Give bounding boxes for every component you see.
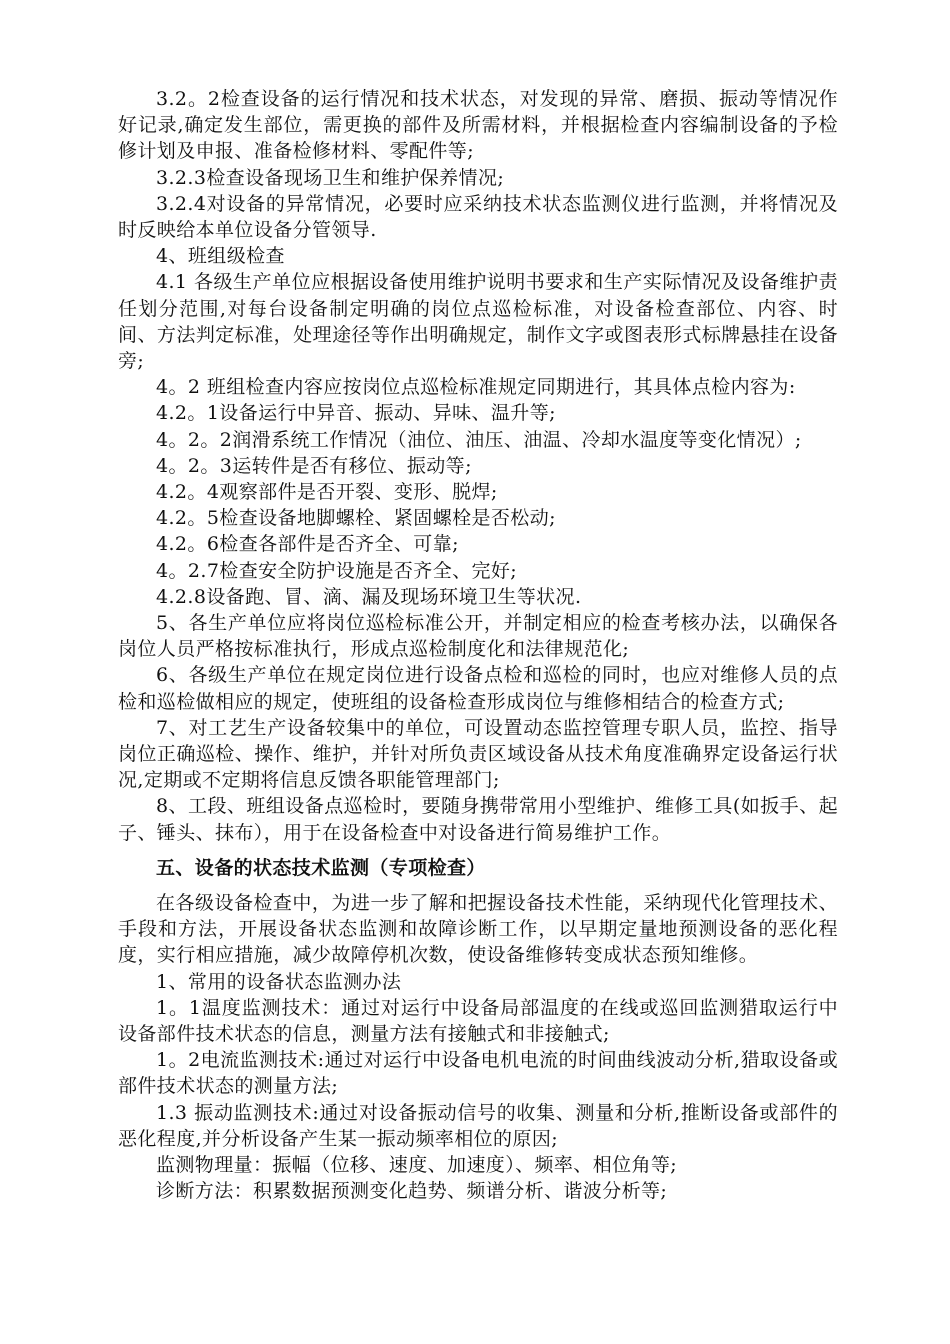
document-page [118,86,838,1204]
paragraph-1-title: 1、常用的设备状态监测办法 [156,970,402,993]
paragraph-3-2-3: 3.2.3检查设备现场卫生和维护保养情况; [156,166,505,189]
paragraph-5: 5、各生产单位应将岗位巡检标准公开，并制定相应的检查考核办法，以确保各岗位人员严格按标准执行，形成点巡检制度化和法律规范化; [118,612,838,661]
paragraph-4-1: 4.1 各级生产单位应根据设备使用维护说明书要求和生产实际情况及设备维护责任划分范围,对每台设备制定明确的岗位点巡检标准，对设备检查部位、内容、时间、方法判定标准，处理途径等作出明确规定，制作文字或图表形式标牌悬挂在设备旁; [118,271,838,373]
paragraph-3-2-2: 3.2。2检查设备的运行情况和技术状态，对发现的异常、磨损、振动等情况作好记录,确定发生部位，需更换的部件及所需材料，并根据检查内容编制设备的予检修计划及申报、准备检修材料、零配件等; [118,88,838,163]
paragraph-4-2-5: 4.2。5检查设备地脚螺栓、紧固螺栓是否松动; [156,507,556,530]
paragraph-4-2-1: 4.2。1设备运行中异音、振动、异味、温升等; [156,402,556,425]
paragraph-4-title: 4、班组级检查 [156,245,285,268]
paragraph-intro: 在各级设备检查中，为进一步了解和把握设备技术性能，采纳现代化管理技术、手段和方法，开展设备状态监测和故障诊断工作，以早期定量地预测设备的恶化程度，实行相应措施，减少故障停机次数，使设备维修转变成状态预知维修。 [118,891,838,967]
paragraph-7: 7、对工艺生产设备较集中的单位，可设置动态监控管理专职人员，监控、指导岗位正确巡检、操作、维护，并针对所负责区域设备从技术角度准确界定设备运行状况,定期或不定期将信息反馈各职能管理部门; [118,716,838,792]
paragraph-3-2-4: 3.2.4对设备的异常情况，必要时应采纳技术状态监测仪进行监测，并将情况及时反映给本单位设备分管领导. [118,192,838,242]
paragraph-1-3: 1.3 振动监测技术:通过对设备振动信号的收集、测量和分析,推断设备或部件的恶化程度,并分析设备产生某一振动频率相位的原因; [118,1101,838,1150]
paragraph-1-2: 1。2电流监测技术:通过对运行中设备电机电流的时间曲线波动分析,猎取设备或部件技术状态的测量方法; [118,1049,838,1098]
paragraph-diagnosis-methods: 诊断方法：积累数据预测变化趋势、频谱分析、谐波分析等; [156,1180,668,1203]
paragraph-4-2-4: 4.2。4观察部件是否开裂、变形、脱焊; [156,481,498,504]
paragraph-monitoring-quantities: 监测物理量：振幅（位移、速度、加速度）、频率、相位角等; [156,1153,678,1176]
paragraph-4-2-6: 4.2。6检查各部件是否齐全、可靠; [156,533,459,556]
paragraph-4-2-7: 4。2.7检查安全防护设施是否齐全、完好; [156,559,518,582]
paragraph-6: 6、各级生产单位在规定岗位进行设备点检和巡检的同时，也应对维修人员的点检和巡检做相应的规定，使班组的设备检查形成岗位与维修相结合的检查方式; [118,664,838,713]
paragraph-8: 8、工段、班组设备点巡检时，要随身携带常用小型维护、维修工具(如扳手、起子、锤头、抹布），用于在设备检查中对设备进行简易维护工作。 [118,795,838,844]
paragraph-4-2-8: 4.2.8设备跑、冒、滴、漏及现场环境卫生等状况. [156,585,582,608]
section-heading: 五、设备的状态技术监测（专项检查） [156,856,486,879]
paragraph-4-2: 4。2 班组检查内容应按岗位点巡检标准规定同期进行，其具体点检内容为: [156,376,796,399]
paragraph-4-2-2: 4。2。2润滑系统工作情况（油位、油压、油温、冷却水温度等变化情况）; [156,428,802,451]
paragraph-4-2-3: 4。2。3运转件是否有移位、振动等; [156,454,472,477]
paragraph-1-1: 1。1温度监测技术：通过对运行中设备局部温度的在线或巡回监测猎取运行中设备部件技术状态的信息，测量方法有接触式和非接触式; [118,996,838,1045]
